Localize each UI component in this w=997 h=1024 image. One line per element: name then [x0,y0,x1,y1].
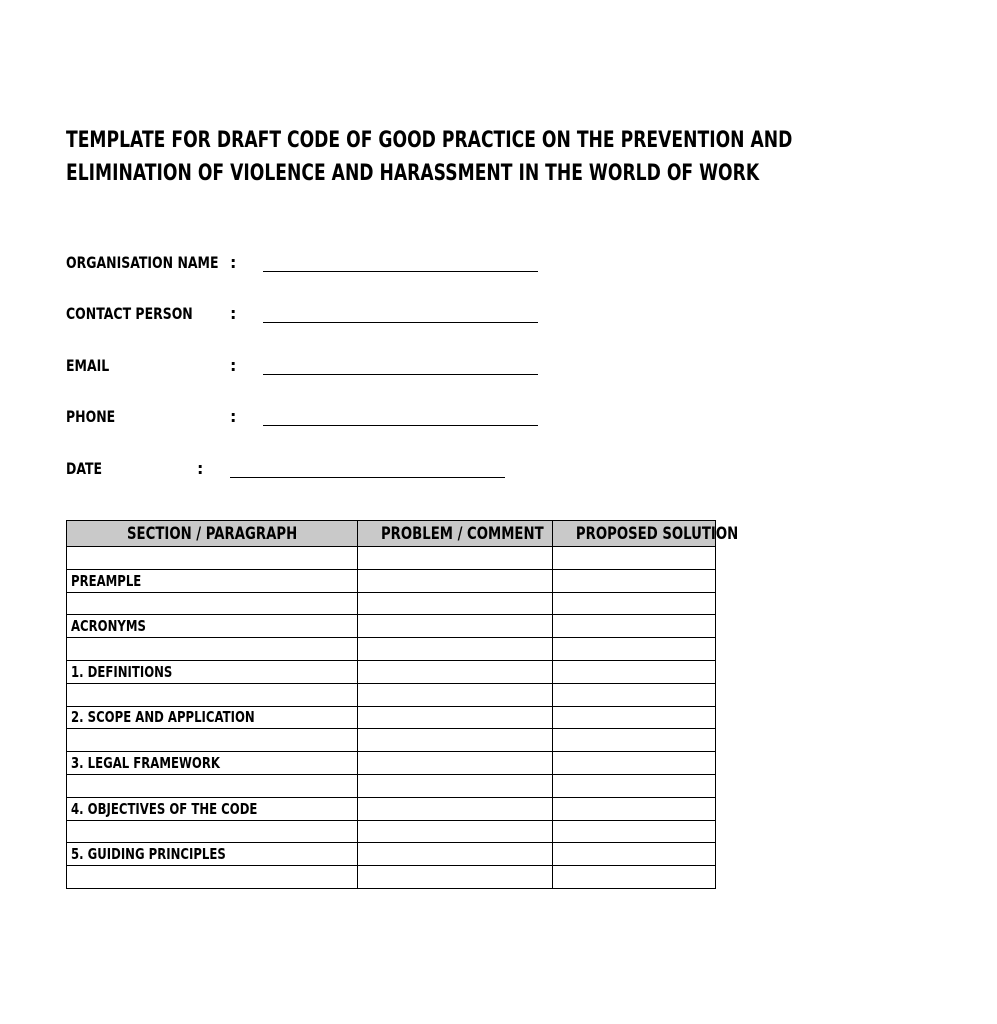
solution-cell[interactable] [553,569,716,592]
solution-cell[interactable] [553,660,716,683]
header-section-paragraph: SECTION / PARAGRAPH [67,521,358,547]
comment-cell[interactable] [358,820,553,843]
section-cell: 3. LEGAL FRAMEWORK [67,752,358,775]
email-input[interactable] [263,374,538,375]
date-colon: : [197,459,204,478]
solution-cell[interactable] [553,843,716,866]
table-row [67,729,716,752]
organisation-name-field [66,251,546,275]
table-row [67,706,716,729]
organisation-name-input[interactable] [263,271,538,272]
table-row [67,820,716,843]
section-cell: 5. GUIDING PRINCIPLES [67,843,358,866]
comment-cell[interactable] [358,729,553,752]
email-field [66,354,546,378]
contact-person-field [66,302,546,326]
solution-cell[interactable] [553,866,716,889]
date-input[interactable] [230,477,505,478]
solution-cell[interactable] [553,774,716,797]
section-cell: PREAMPLE [67,569,358,592]
section-cell: 4. OBJECTIVES OF THE CODE [67,797,358,820]
table-row [67,547,716,570]
comment-cell[interactable] [358,797,553,820]
date-field [66,457,546,481]
section-cell [67,683,358,706]
section-cell [67,547,358,570]
solution-cell[interactable] [553,615,716,638]
table-row [67,615,716,638]
table-row [67,866,716,889]
table-row [67,592,716,615]
table-header-row [67,521,716,547]
table-row [67,569,716,592]
comment-cell[interactable] [358,706,553,729]
table-row [67,683,716,706]
section-cell [67,866,358,889]
comment-cell[interactable] [358,569,553,592]
section-cell: 2. SCOPE AND APPLICATION [67,706,358,729]
organisation-name-colon: : [230,253,237,272]
solution-cell[interactable] [553,638,716,661]
contact-person-input[interactable] [263,322,538,323]
solution-cell[interactable] [553,547,716,570]
comment-cell[interactable] [358,660,553,683]
comment-cell[interactable] [358,547,553,570]
contact-person-label: CONTACT PERSON [66,304,193,323]
comment-cell[interactable] [358,592,553,615]
comments-table [66,520,739,889]
document-title [66,124,966,190]
email-label: EMAIL [66,356,110,375]
solution-cell[interactable] [553,683,716,706]
section-cell [67,638,358,661]
comment-cell[interactable] [358,638,553,661]
section-cell [67,592,358,615]
contact-person-colon: : [230,304,237,323]
comment-cell[interactable] [358,615,553,638]
table-row [67,752,716,775]
email-colon: : [230,356,237,375]
solution-cell[interactable] [553,820,716,843]
table-row [67,660,716,683]
section-cell: 1. DEFINITIONS [67,660,358,683]
table-row [67,774,716,797]
phone-input[interactable] [263,425,538,426]
table-row [67,797,716,820]
table-row [67,843,716,866]
solution-cell[interactable] [553,729,716,752]
section-cell [67,729,358,752]
phone-label: PHONE [66,407,116,426]
solution-cell[interactable] [553,797,716,820]
comment-cell[interactable] [358,683,553,706]
table-row [67,638,716,661]
comment-cell[interactable] [358,866,553,889]
title-line-2: ELIMINATION OF VIOLENCE AND HARASSMENT IN THE WORLD OF WORK [66,161,760,186]
title-line-1: TEMPLATE FOR DRAFT CODE OF GOOD PRACTICE ON THE PREVENTION AND [66,128,793,153]
organisation-name-label: ORGANISATION NAME [66,253,219,272]
date-label: DATE [66,459,103,478]
section-cell [67,820,358,843]
phone-colon: : [230,407,237,426]
comment-cell[interactable] [358,752,553,775]
comment-cell[interactable] [358,774,553,797]
comment-cell[interactable] [358,843,553,866]
solution-cell[interactable] [553,706,716,729]
section-cell [67,774,358,797]
phone-field [66,405,546,429]
header-proposed-solution: PROPOSED SOLUTION [553,521,716,547]
section-cell: ACRONYMS [67,615,358,638]
solution-cell[interactable] [553,752,716,775]
header-problem-comment: PROBLEM / COMMENT [358,521,553,547]
solution-cell[interactable] [553,592,716,615]
